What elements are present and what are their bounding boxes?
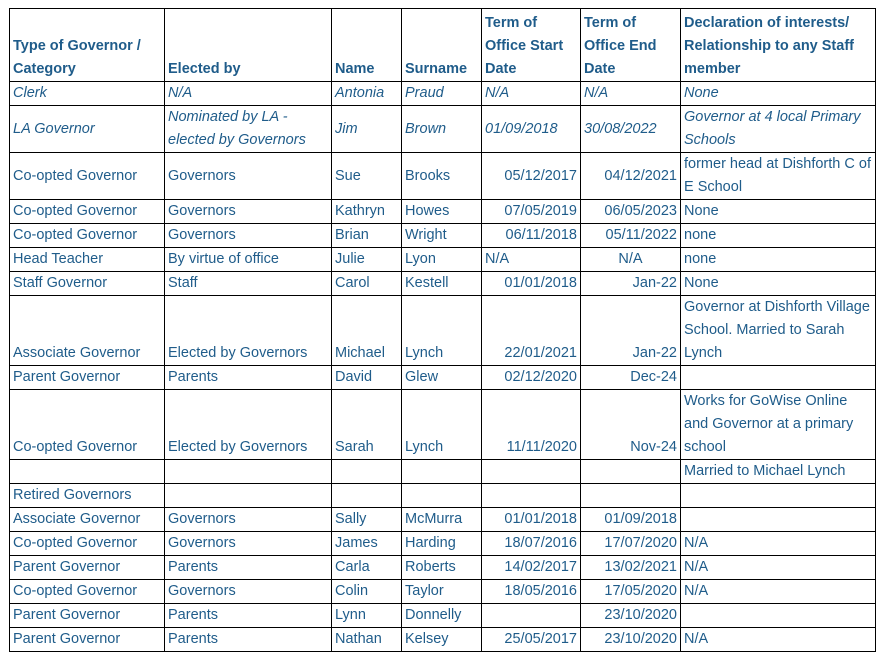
cell-name: Julie (332, 248, 402, 272)
table-row (10, 460, 876, 484)
cell-type: Co-opted Governor (10, 200, 165, 224)
cell-declaration: Governor at 4 local Primary Schools (681, 106, 876, 153)
cell-name: Kathryn (332, 200, 402, 224)
cell-declaration: none (681, 248, 876, 272)
cell-surname: McMurra (402, 508, 482, 532)
header-row (10, 9, 876, 82)
section-label: Retired Governors (10, 484, 165, 508)
cell-start-date: N/A (482, 248, 581, 272)
cell-declaration: None (681, 272, 876, 296)
governors-table (9, 8, 876, 652)
cell-start-date: 05/12/2017 (482, 153, 581, 200)
cell-end-date: Jan-22 (581, 272, 681, 296)
cell-end-date: 17/05/2020 (581, 580, 681, 604)
cell-start-date: 06/11/2018 (482, 224, 581, 248)
header-name: Name (332, 9, 402, 82)
cell-elected-by: Governors (165, 200, 332, 224)
cell-declaration: N/A (681, 580, 876, 604)
table-row (10, 366, 876, 390)
cell-surname: Praud (402, 82, 482, 106)
cell-declaration (681, 366, 876, 390)
cell-elected-by: Parents (165, 604, 332, 628)
table-row (10, 604, 876, 628)
table-row (10, 106, 876, 153)
cell-end-date: Dec-24 (581, 366, 681, 390)
cell-name: Carol (332, 272, 402, 296)
cell-start-date: 07/05/2019 (482, 200, 581, 224)
cell-type: Head Teacher (10, 248, 165, 272)
cell-elected-by: Elected by Governors (165, 390, 332, 460)
cell-declaration (681, 604, 876, 628)
cell-declaration: none (681, 224, 876, 248)
cell-name: David (332, 366, 402, 390)
cell-start-date: 01/01/2018 (482, 272, 581, 296)
cell-end-date: 05/11/2022 (581, 224, 681, 248)
cell-end-date: N/A (581, 248, 681, 272)
cell-end-date: 23/10/2020 (581, 604, 681, 628)
cell-declaration: None (681, 200, 876, 224)
cell-name: Michael (332, 296, 402, 366)
cell-type: Co-opted Governor (10, 532, 165, 556)
cell-start-date: 25/05/2017 (482, 628, 581, 652)
cell-name: Antonia (332, 82, 402, 106)
cell-end-date: 17/07/2020 (581, 532, 681, 556)
header-type: Type of Governor / Category (10, 9, 165, 82)
cell-start-date: 14/02/2017 (482, 556, 581, 580)
cell-surname: Harding (402, 532, 482, 556)
cell-end-date: 01/09/2018 (581, 508, 681, 532)
table-row (10, 580, 876, 604)
cell-end-date: Jan-22 (581, 296, 681, 366)
cell-declaration: former head at Dishforth C of E School (681, 153, 876, 200)
cell-name: Nathan (332, 628, 402, 652)
cell-end-date: 04/12/2021 (581, 153, 681, 200)
cell-surname: Glew (402, 366, 482, 390)
cell-end-date: 13/02/2021 (581, 556, 681, 580)
cell-start-date: 11/11/2020 (482, 390, 581, 460)
cell-name: Colin (332, 580, 402, 604)
cell-type: LA Governor (10, 106, 165, 153)
cell-name: Lynn (332, 604, 402, 628)
cell-type: Co-opted Governor (10, 153, 165, 200)
table-row (10, 153, 876, 200)
cell-start-date (482, 604, 581, 628)
cell-elected-by: Governors (165, 580, 332, 604)
table-row (10, 200, 876, 224)
table-row (10, 532, 876, 556)
cell-start-date: 02/12/2020 (482, 366, 581, 390)
cell-surname: Kelsey (402, 628, 482, 652)
table-row (10, 508, 876, 532)
header-start-date: Term of Office Start Date (482, 9, 581, 82)
cell-declaration: N/A (681, 556, 876, 580)
table-row (10, 390, 876, 460)
cell-elected-by: Nominated by LA - elected by Governors (165, 106, 332, 153)
cell-declaration: Works for GoWise Online and Governor at a primary school (681, 390, 876, 460)
cell-declaration: N/A (681, 628, 876, 652)
cell-name: Carla (332, 556, 402, 580)
cell-elected-by: Parents (165, 628, 332, 652)
header-surname: Surname (402, 9, 482, 82)
cell-name: Sue (332, 153, 402, 200)
table-row (10, 628, 876, 652)
cell-type: Associate Governor (10, 508, 165, 532)
cell-surname: Brown (402, 106, 482, 153)
cell-name: Sally (332, 508, 402, 532)
cell-surname: Brooks (402, 153, 482, 200)
cell-end-date: N/A (581, 82, 681, 106)
cell-start-date: N/A (482, 82, 581, 106)
cell-type: Staff Governor (10, 272, 165, 296)
cell-elected-by: Elected by Governors (165, 296, 332, 366)
cell-elected-by: Governors (165, 532, 332, 556)
cell-end-date: Nov-24 (581, 390, 681, 460)
cell-type: Parent Governor (10, 366, 165, 390)
cell-end-date: 23/10/2020 (581, 628, 681, 652)
cell-start-date: 01/09/2018 (482, 106, 581, 153)
cell-surname: Howes (402, 200, 482, 224)
table-row (10, 82, 876, 106)
cell-elected-by: Governors (165, 153, 332, 200)
cell-surname: Roberts (402, 556, 482, 580)
cell-elected-by: Staff (165, 272, 332, 296)
cell-name: Sarah (332, 390, 402, 460)
cell-name: Brian (332, 224, 402, 248)
cell-surname: Taylor (402, 580, 482, 604)
cell-elected-by: Parents (165, 366, 332, 390)
cell-surname: Lynch (402, 296, 482, 366)
table-row (10, 296, 876, 366)
cell-elected-by: Parents (165, 556, 332, 580)
cell-type: Parent Governor (10, 556, 165, 580)
cell-end-date: 30/08/2022 (581, 106, 681, 153)
cell-type: Parent Governor (10, 628, 165, 652)
cell-type: Parent Governor (10, 604, 165, 628)
cell-elected-by: By virtue of office (165, 248, 332, 272)
cell-start-date: 18/07/2016 (482, 532, 581, 556)
cell-type: Clerk (10, 82, 165, 106)
section-row (10, 484, 876, 508)
cell-name: Jim (332, 106, 402, 153)
cell-type: Co-opted Governor (10, 580, 165, 604)
cell-elected-by: Governors (165, 508, 332, 532)
table-row (10, 556, 876, 580)
cell-declaration: None (681, 82, 876, 106)
table-row (10, 272, 876, 296)
cell-declaration: Married to Michael Lynch (681, 460, 876, 484)
cell-surname: Donnelly (402, 604, 482, 628)
cell-surname: Kestell (402, 272, 482, 296)
cell-declaration: N/A (681, 532, 876, 556)
cell-start-date: 01/01/2018 (482, 508, 581, 532)
cell-surname: Wright (402, 224, 482, 248)
header-declaration: Declaration of interests/ Relationship to any Staff member (681, 9, 876, 82)
cell-start-date: 18/05/2016 (482, 580, 581, 604)
cell-surname: Lynch (402, 390, 482, 460)
cell-type: Co-opted Governor (10, 224, 165, 248)
cell-elected-by: Governors (165, 224, 332, 248)
cell-declaration (681, 508, 876, 532)
cell-declaration: Governor at Dishforth Village School. Married to Sarah Lynch (681, 296, 876, 366)
table-row (10, 224, 876, 248)
header-end-date: Term of Office End Date (581, 9, 681, 82)
cell-type: Co-opted Governor (10, 390, 165, 460)
cell-end-date: 06/05/2023 (581, 200, 681, 224)
cell-elected-by: N/A (165, 82, 332, 106)
header-elected-by: Elected by (165, 9, 332, 82)
cell-start-date: 22/01/2021 (482, 296, 581, 366)
cell-type: Associate Governor (10, 296, 165, 366)
cell-name: James (332, 532, 402, 556)
table-row (10, 248, 876, 272)
cell-surname: Lyon (402, 248, 482, 272)
